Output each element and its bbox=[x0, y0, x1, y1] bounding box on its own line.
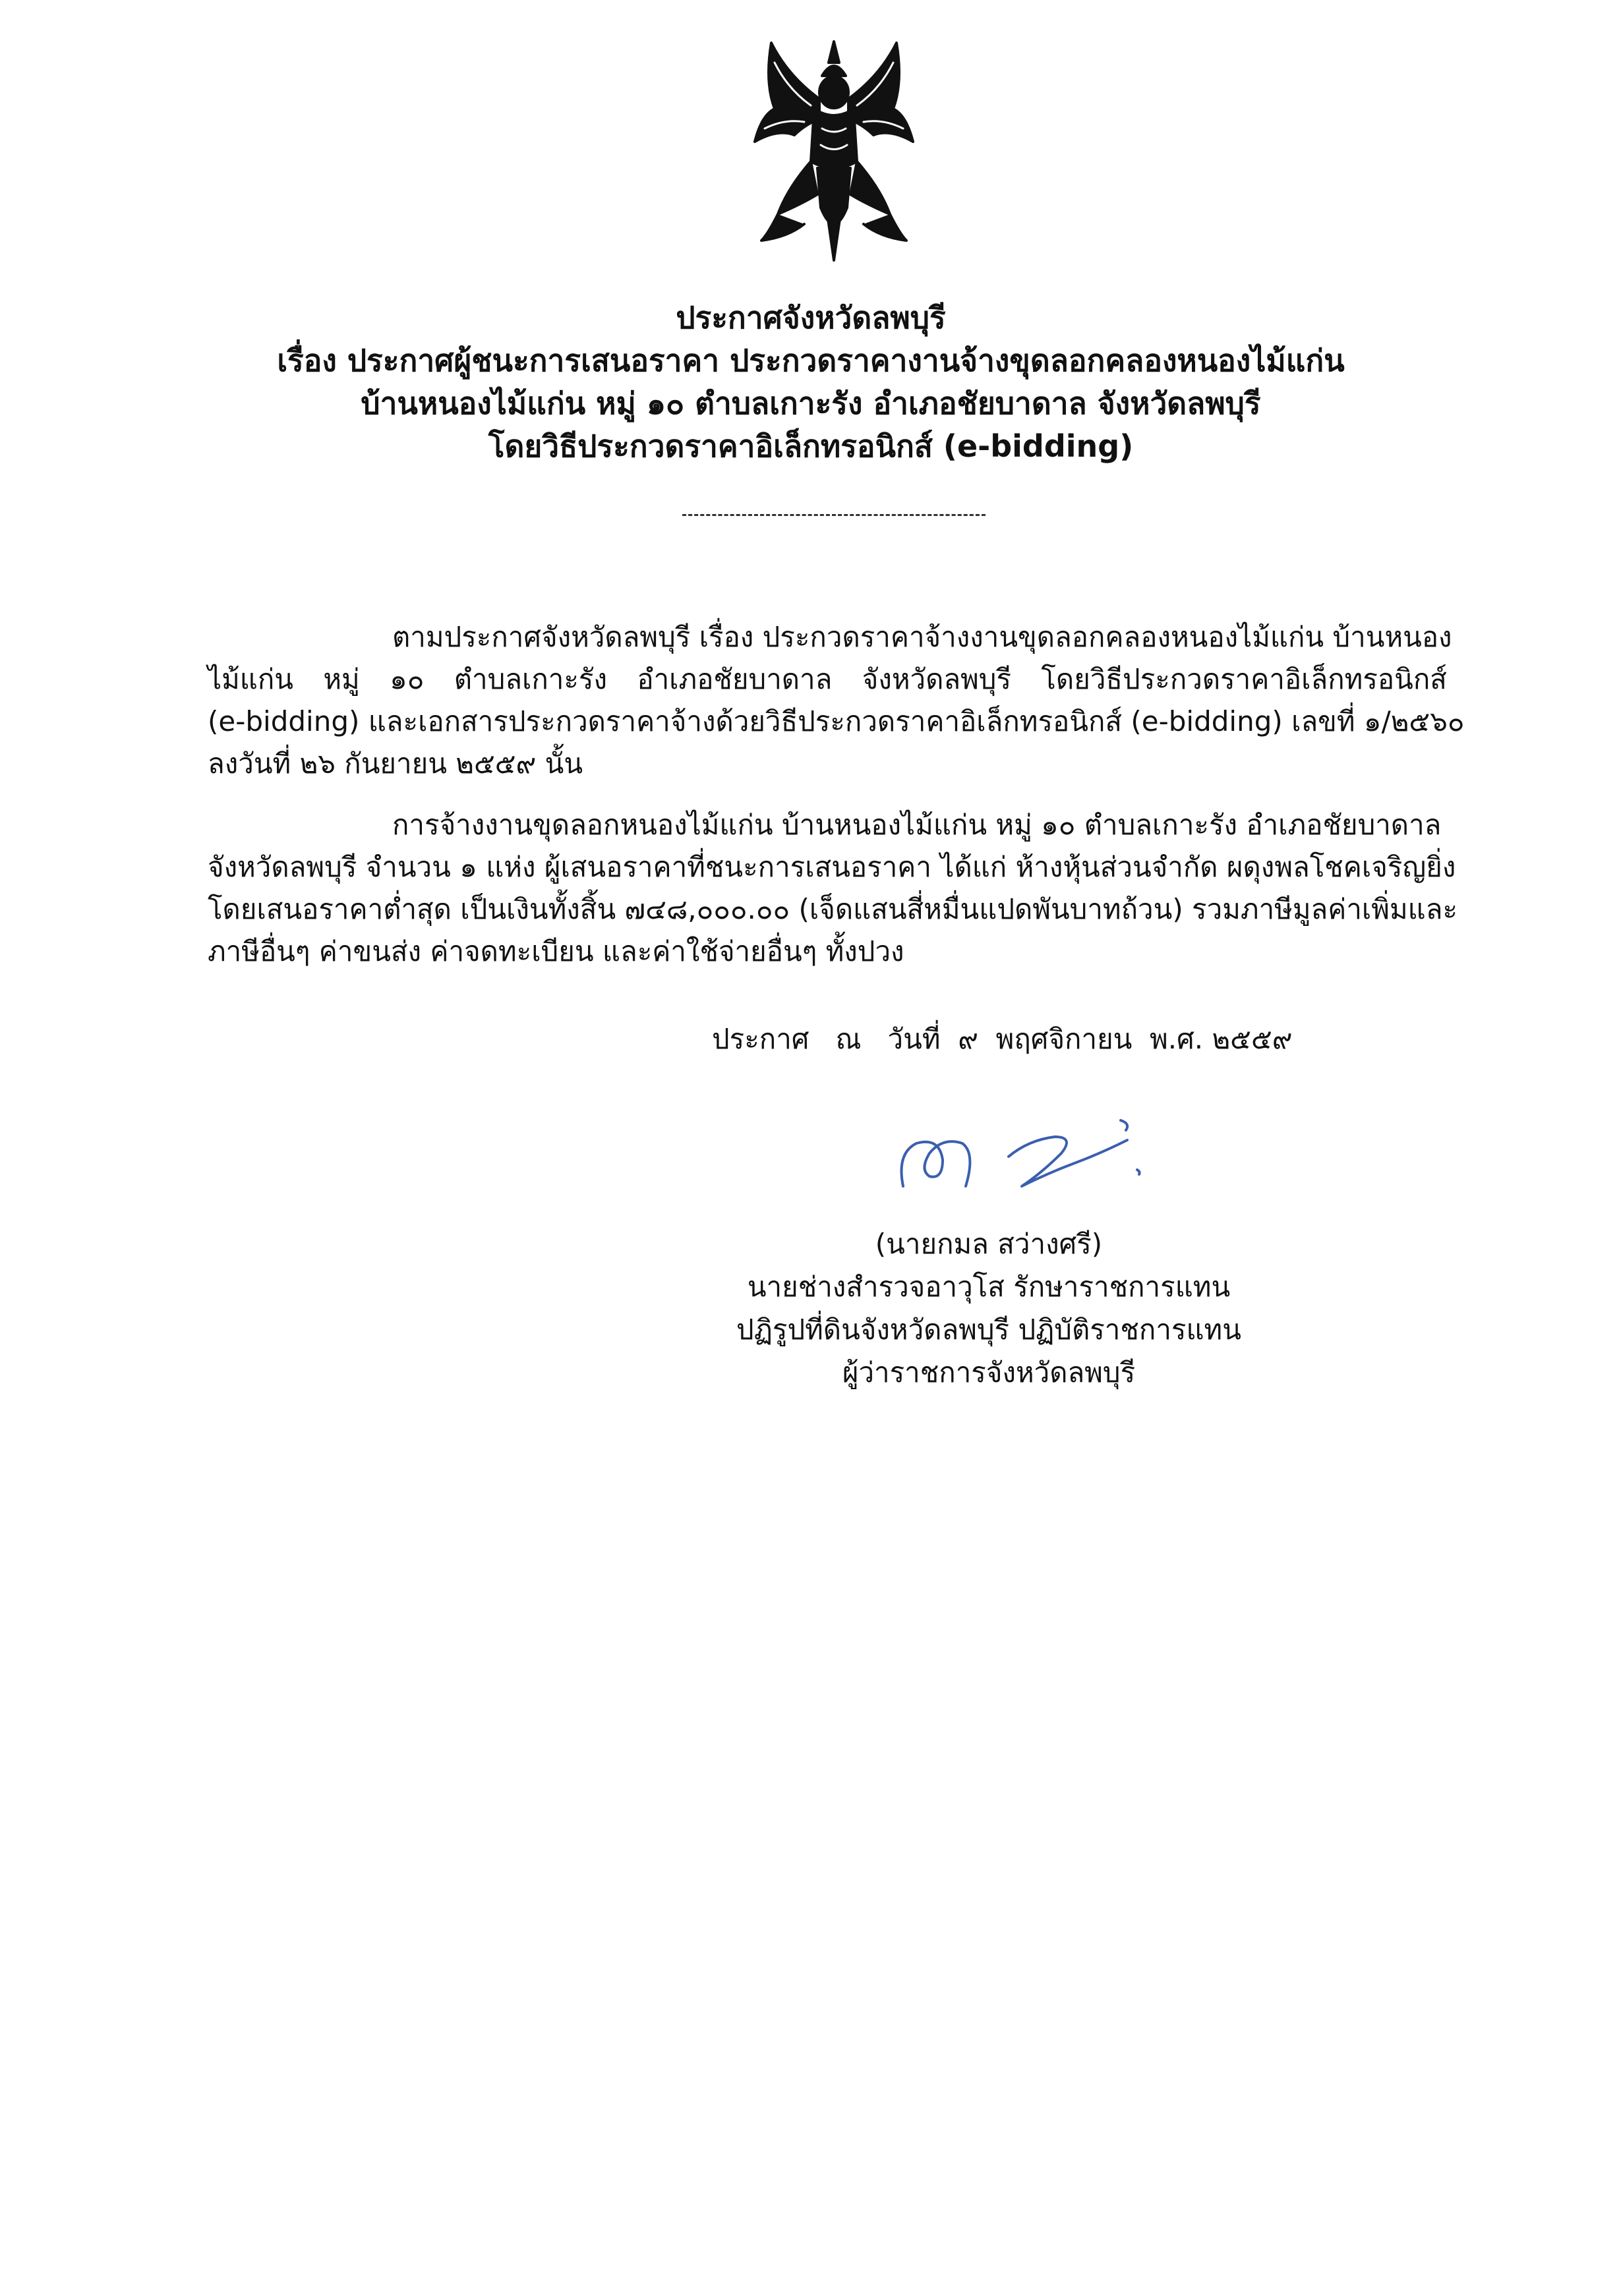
paragraph-word: อำเภอชัยบาดาล bbox=[637, 663, 833, 695]
header-method: โดยวิธีประกวดราคาอิเล็กทรอนิกส์ (e-bidding) bbox=[488, 428, 1134, 464]
paragraph-line: ลงวันที่ ๒๖ กันยายน ๒๕๕๙ นั้น bbox=[208, 747, 583, 780]
signatory-block bbox=[692, 1222, 1285, 1394]
header-divider bbox=[682, 514, 986, 516]
paragraph-word: ๑๐ bbox=[390, 663, 425, 695]
signatory-position: ผู้ว่าราชการจังหวัดลพบุรี bbox=[842, 1356, 1136, 1389]
announcement-header bbox=[198, 297, 1424, 468]
paragraph-reference bbox=[208, 616, 1465, 785]
paragraph-line: (e-bidding) และเอกสารประกวดราคาจ้างด้วยวิธีประกวดราคาอิเล็กทรอนิกส์ (e-bidding) เลขที่ ๑/๒๕๖๐ bbox=[208, 705, 1465, 737]
handwritten-signature bbox=[877, 1107, 1154, 1199]
paragraph-line: การจ้างงานขุดลอกหนองไม้แก่น บ้านหนองไม้แก่น หมู่ ๑๐ ตำบลเกาะรัง อำเภอชัยบาดาล bbox=[392, 809, 1442, 841]
paragraph-word: โดยวิธีประกวดราคาอิเล็กทรอนิกส์ bbox=[1041, 663, 1447, 695]
header-location: บ้านหนองไม้แก่น หมู่ ๑๐ ตำบลเกาะรัง อำเภอชัยบาดาล จังหวัดลพบุรี bbox=[361, 386, 1261, 421]
paragraph-line: โดยเสนอราคาต่ำสุด เป็นเงินทั้งสิ้น ๗๔๘,๐๐๐.๐๐ (เจ็ดแสนสี่หมื่นแปดพันบาทถ้วน) รวมภาษีมูลค่าเพิ่มและ bbox=[208, 893, 1458, 925]
garuda-emblem-icon bbox=[748, 36, 920, 267]
paragraph-word: ตำบลเกาะรัง bbox=[454, 663, 607, 695]
paragraph-word: ไม้แก่น bbox=[208, 663, 294, 695]
paragraph-line: ภาษีอื่นๆ ค่าขนส่ง ค่าจดทะเบียน และค่าใช้จ่ายอื่นๆ ทั้งปวง bbox=[208, 935, 904, 967]
signatory-position: นายช่างสำรวจอาวุโส รักษาราชการแทน bbox=[747, 1271, 1231, 1303]
signatory-position: ปฏิรูปที่ดินจังหวัดลพบุรี ปฏิบัติราชการแทน bbox=[736, 1313, 1241, 1346]
signatory-name: (นายกมล สว่างศรี) bbox=[875, 1228, 1103, 1260]
paragraph-line-justified bbox=[208, 658, 1447, 701]
header-title: ประกาศจังหวัดลพบุรี bbox=[676, 300, 946, 335]
paragraph-word: จังหวัดลพบุรี bbox=[862, 663, 1012, 695]
announcement-date: ประกาศ ณ วันที่ ๙ พฤศจิกายน พ.ศ. ๒๕๕๙ bbox=[712, 1023, 1293, 1055]
paragraph-line: ตามประกาศจังหวัดลพบุรี เรื่อง ประกวดราคาจ้างงานขุดลอกคลองหนองไม้แก่น บ้านหนอง bbox=[392, 621, 1452, 653]
paragraph-winner bbox=[208, 804, 1458, 973]
paragraph-word: หมู่ bbox=[323, 663, 360, 695]
header-subject: เรื่อง ประกาศผู้ชนะการเสนอราคา ประกวดราคางานจ้างขุดลอกคลองหนองไม้แก่น bbox=[277, 343, 1345, 378]
paragraph-line: จังหวัดลพบุรี จำนวน ๑ แห่ง ผู้เสนอราคาที่ชนะการเสนอราคา ได้แก่ ห้างหุ้นส่วนจำกัด ผดุงพลโชคเจริญยิ่ง bbox=[208, 851, 1456, 883]
